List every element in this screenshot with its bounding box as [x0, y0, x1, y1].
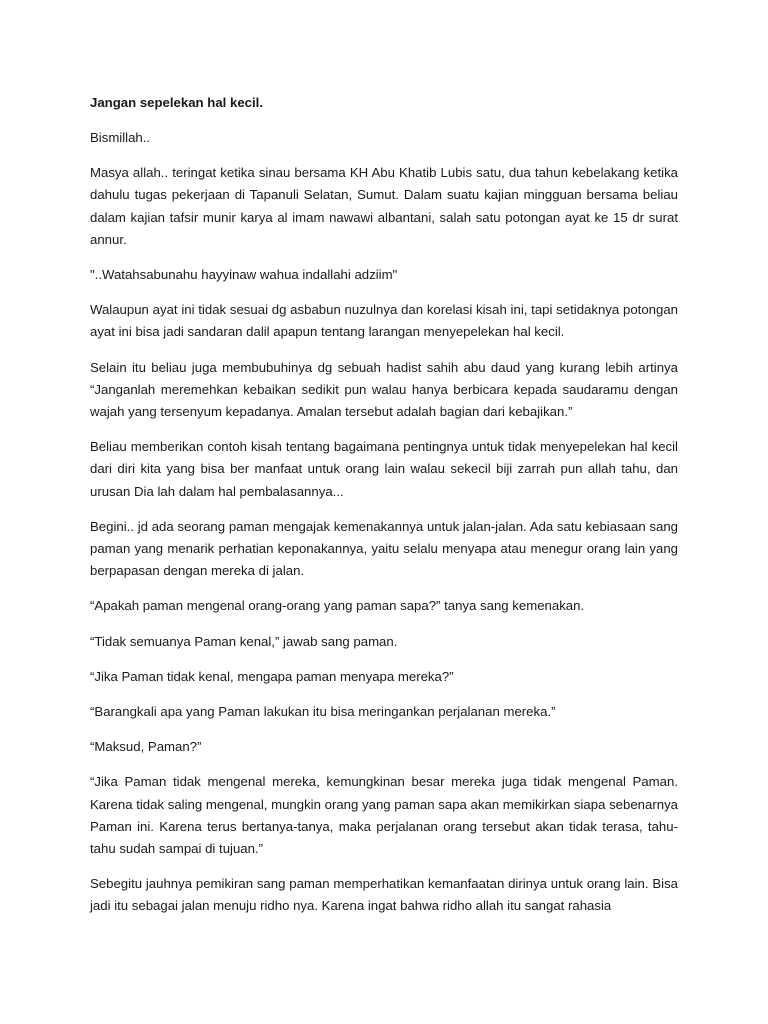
paragraph-dialogue: “Maksud, Paman?”: [90, 739, 202, 755]
paragraph-ayat-quote: "..Watahsabunahu hayyinaw wahua indallahi adziim": [90, 267, 398, 283]
paragraph-story-setup: Begini.. jd ada seorang paman mengajak kemenakannya untuk jalan-jalan. Ada satu kebiasaan sang paman yang menarik perhatian keponakannya, yaitu selalu menyapa atau menegur orang lain yang berpapasan dengan mereka di jalan.: [90, 518, 678, 579]
paragraph-dialogue: “Barangkali apa yang Paman lakukan itu bisa meringankan perjalanan mereka.”: [90, 704, 556, 720]
paragraph-dialogue-explanation: “Jika Paman tidak mengenal mereka, kemungkinan besar mereka juga tidak mengenal Paman. Karena tidak saling mengenal, mungkin orang yang paman sapa akan memikirkan siapa sebenarnya Paman ini. Karena terus bertanya-tanya, maka perjalanan orang tersebut akan tidak terasa, tahu-tahu sudah sampai di tujuan.”: [90, 774, 678, 857]
paragraph-story-intro: Beliau memberikan contoh kisah tentang bagaimana pentingnya untuk tidak menyepelekan hal kecil dari diri kita yang bisa ber manfaat untuk orang lain walau sekecil biji zarrah pun allah tahu, dan urusan Dia lah dalam hal pembalasannya...: [90, 439, 678, 499]
paragraph-dialogue: “Jika Paman tidak kenal, mengapa paman menyapa mereka?”: [90, 668, 454, 684]
document-page: [90, 92, 678, 931]
paragraph-dialogue: “Apakah paman mengenal orang-orang yang paman sapa?” tanya sang kemenakan.: [90, 598, 585, 614]
paragraph-hadith: Selain itu beliau juga membubuhinya dg sebuah hadist sahih abu daud yang kurang lebih artinya “Janganlah meremehkan kebaikan sedikit pun walau hanya berbicara kepada saudaramu dengan wajah yang tersenyum kepadanya. Amalan tersebut adalah bagian dari kebajikan.”: [90, 359, 678, 420]
paragraph-opening: Bismillah..: [90, 130, 151, 145]
paragraph-conclusion: Sebegitu jauhnya pemikiran sang paman memperhatikan kemanfaatan dirinya untuk orang lain. Bisa jadi itu sebagai jalan menuju ridho nya. Karena ingat bahwa ridho allah itu sangat rahasia: [90, 876, 678, 914]
paragraph-ayat-context: Walaupun ayat ini tidak sesuai dg asbabun nuzulnya dan korelasi kisah ini, tapi setidaknya potongan ayat ini bisa jadi sandaran dalil apapun tentang larangan menyepelekan hal kecil.: [90, 302, 678, 340]
paragraph-intro: Masya allah.. teringat ketika sinau bersama KH Abu Khatib Lubis satu, dua tahun kebelakang ketika dahulu tugas pekerjaan di Tapanuli Selatan, Sumut. Dalam suatu kajian mingguan bersama beliau dalam kajian tafsir munir karya al imam nawawi albantani, salah satu potongan ayat ke 15 dr surat annur.: [90, 165, 678, 247]
document-title: Jangan sepelekan hal kecil.: [90, 95, 263, 110]
paragraph-dialogue: “Tidak semuanya Paman kenal,” jawab sang paman.: [90, 633, 398, 649]
